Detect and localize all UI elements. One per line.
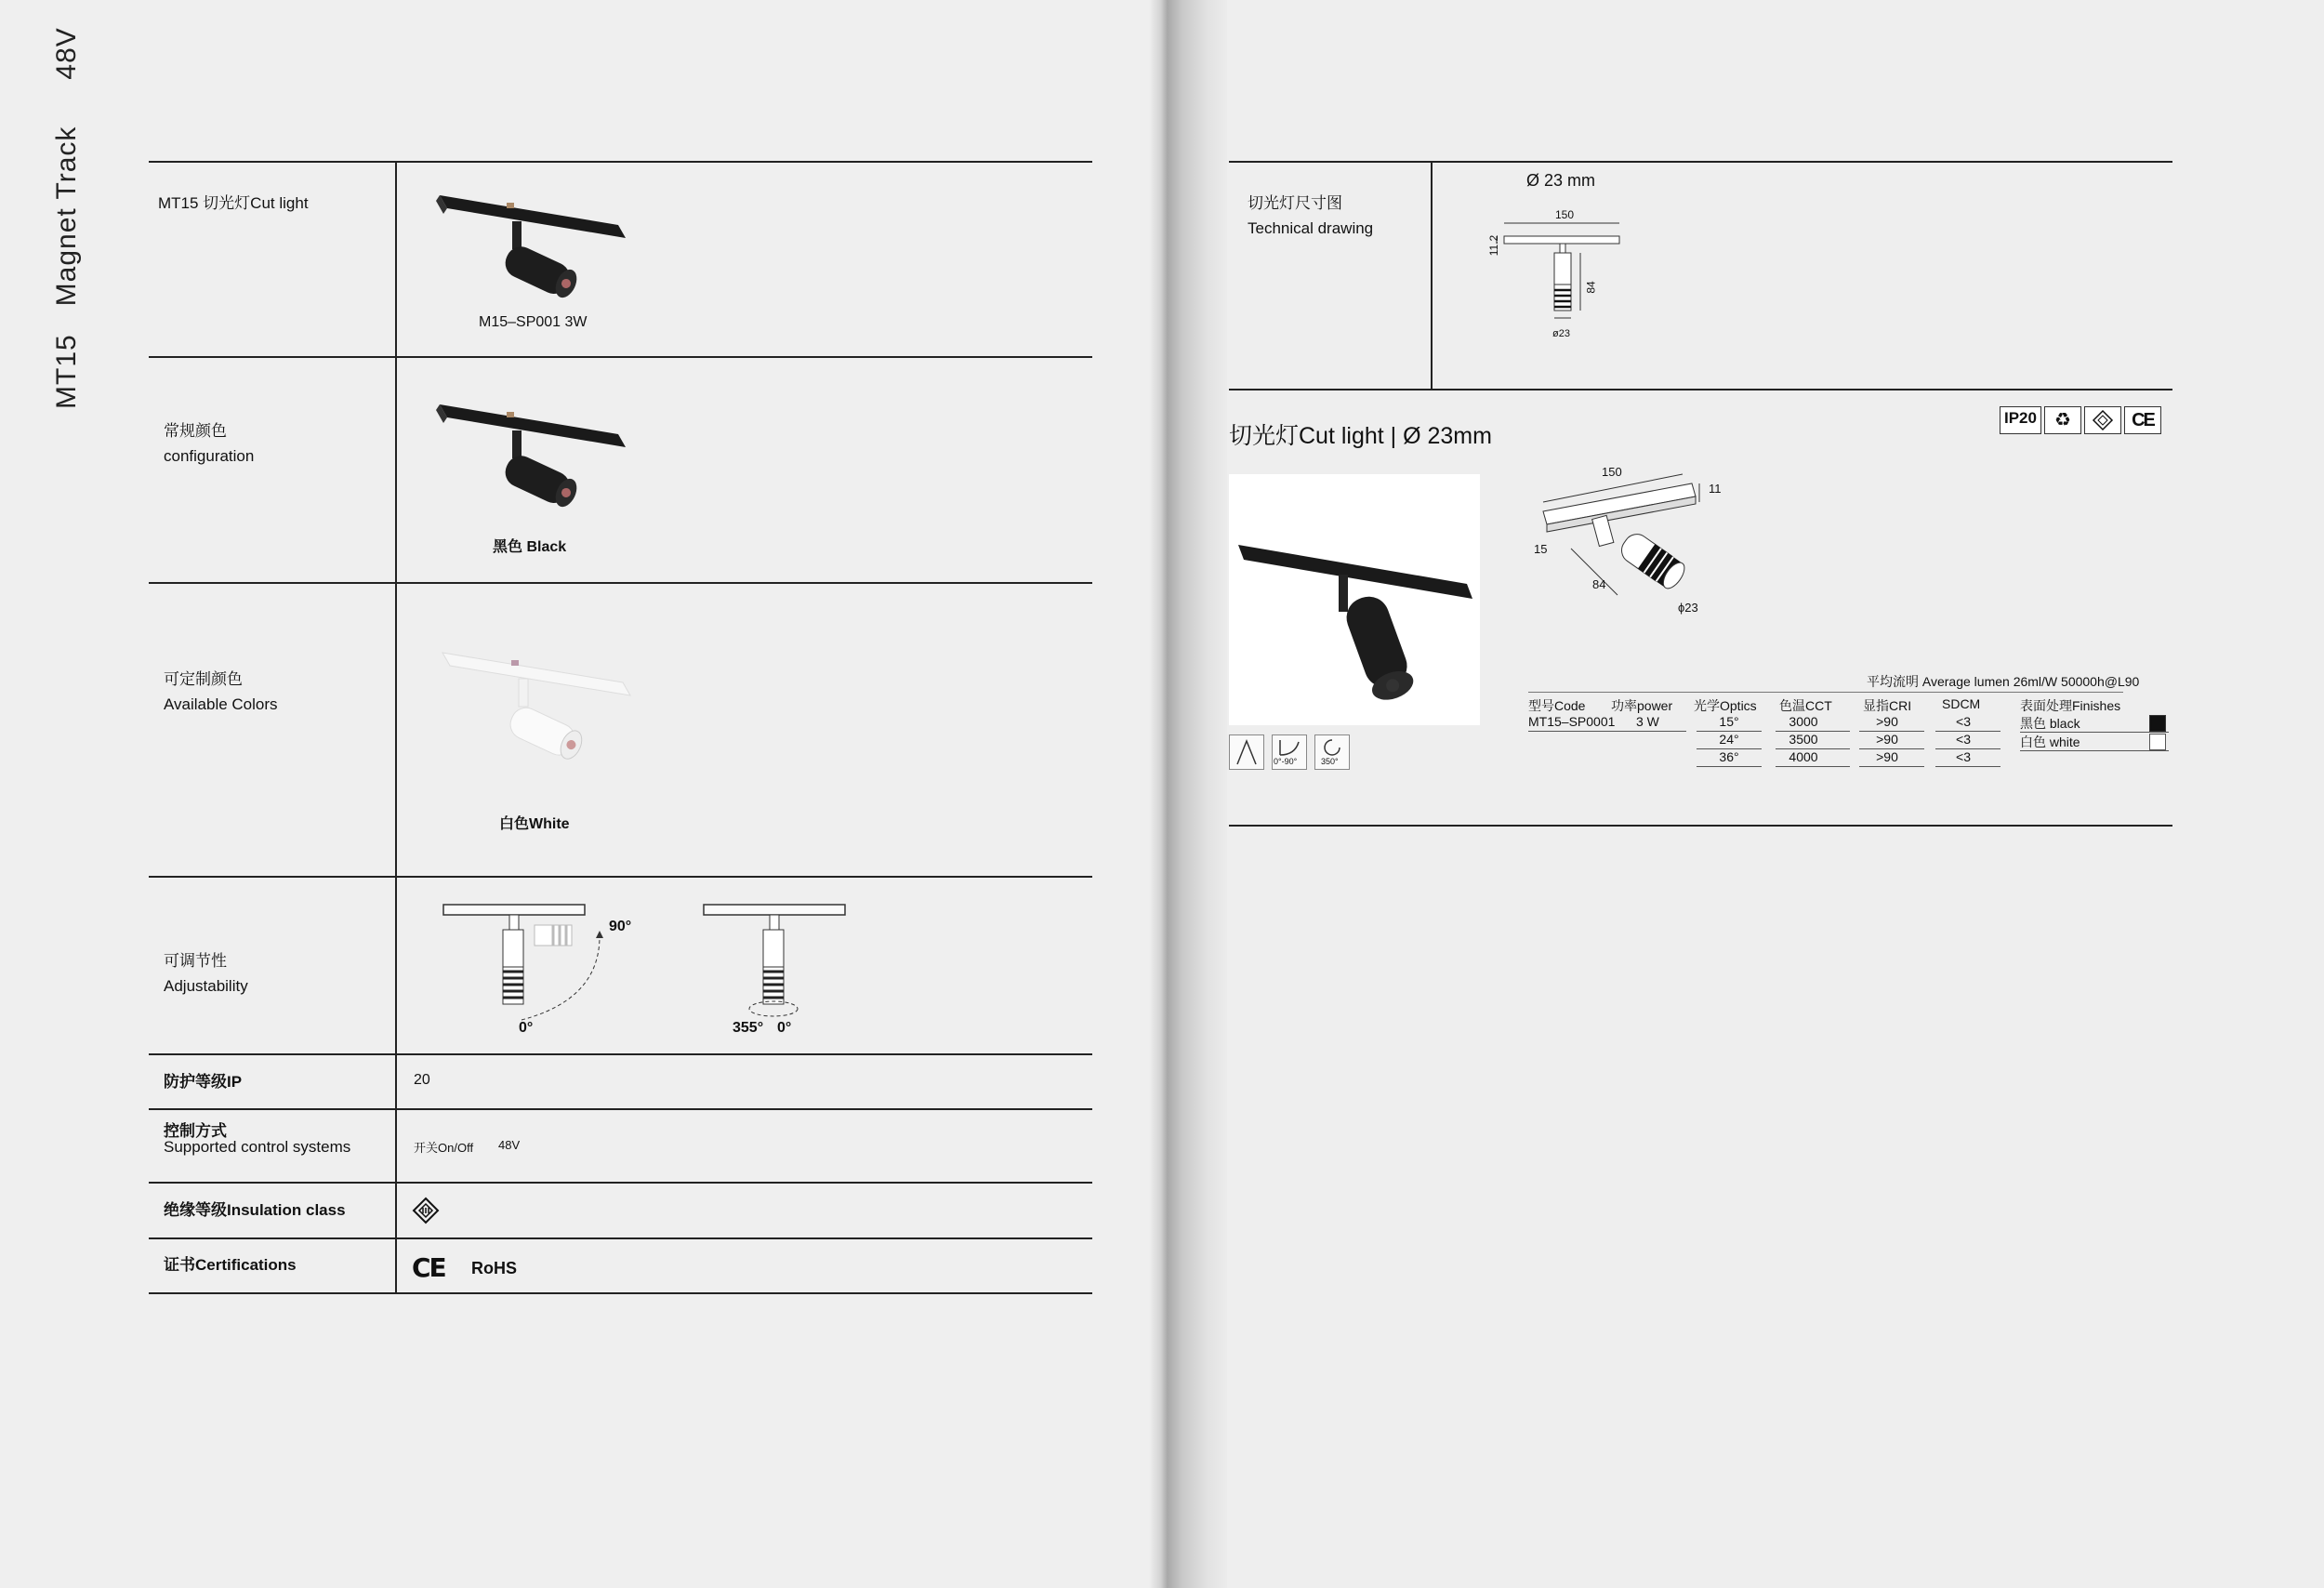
spec-header-power: 功率power (1611, 698, 1673, 713)
adjust-label (164, 948, 248, 999)
finish-black-label: 黑色 black (2020, 716, 2080, 731)
spec-cri-1: >90 (1876, 714, 1898, 729)
rule (1229, 161, 2172, 163)
rule (149, 1292, 1092, 1294)
left-page (0, 0, 1160, 1588)
product-photo (1229, 474, 1480, 725)
config-caption: 黑色 Black (493, 539, 567, 555)
track-spot-black-image (432, 186, 637, 307)
spec-header-sdcm: SDCM (1942, 696, 1981, 711)
track-name: Magnet Track (51, 126, 82, 307)
adjust-label-en: Adjustability (164, 977, 248, 995)
spec-header-cri: 显指CRI (1863, 698, 1912, 713)
drawing-label-cn: 切光灯尺寸图 (1248, 194, 1342, 212)
rule (1229, 825, 2172, 827)
column-divider (395, 161, 397, 1294)
spec-optics-3: 36° (1719, 749, 1739, 764)
rotation-diagram (702, 897, 860, 1037)
control-label-en: Supported control systems (164, 1138, 351, 1156)
rotation-left-angle: 355° (733, 1020, 764, 1036)
technical-drawing (1478, 205, 1636, 344)
ce-mark: CE (412, 1252, 445, 1283)
ip-badge: IP20 (2000, 406, 2041, 434)
rule (149, 876, 1092, 878)
spec-cct-3: 4000 (1789, 749, 1818, 764)
vertical-title (51, 27, 83, 409)
spec-sdcm-1: <3 (1956, 714, 1971, 729)
config-label (164, 418, 254, 469)
product-label: MT15 切光灯Cut light (158, 194, 309, 212)
beam-icon (1229, 734, 1264, 770)
spec-sdcm-2: <3 (1956, 732, 1971, 747)
spec-code: MT15–SP0001 (1528, 714, 1616, 729)
rule (1935, 766, 2000, 767)
finish-white-swatch (2149, 734, 2166, 750)
series-name: MT15 (51, 334, 82, 409)
voltage-label: 48V (51, 27, 82, 80)
iso-dia: ϕ23 (1678, 601, 1698, 615)
ip-value: 20 (414, 1072, 430, 1088)
rule (1697, 766, 1762, 767)
control-label (164, 1123, 350, 1155)
drawing-diameter: Ø 23 mm (1526, 171, 1596, 190)
recycle-icon: ♻ (2044, 406, 2081, 434)
spec-optics-1: 15° (1719, 714, 1739, 729)
rule (149, 582, 1092, 584)
tilt-max-angle: 90° (609, 919, 632, 934)
rotation-range-icon (1314, 734, 1350, 770)
tilt-range-icon (1272, 734, 1307, 770)
finish-white-label: 白色 white (2020, 734, 2080, 749)
control-label-cn: 控制方式 (164, 1122, 227, 1140)
spec-header-code: 型号Code (1528, 698, 1586, 713)
spec-cct-1: 3000 (1789, 714, 1818, 729)
spec-optics-2: 24° (1719, 732, 1739, 747)
config-label-en: configuration (164, 447, 255, 465)
control-value-voltage: 48V (498, 1138, 521, 1152)
adjust-label-cn: 可调节性 (164, 952, 227, 970)
rule (2020, 750, 2169, 751)
spec-sdcm-3: <3 (1956, 749, 1971, 764)
right-page (1227, 0, 2324, 1588)
iso-length: 84 (1592, 577, 1606, 591)
cert-label: 证书Certifications (164, 1256, 297, 1274)
spec-cri-2: >90 (1876, 732, 1898, 747)
config-label-cn: 常规颜色 (164, 422, 227, 440)
rule (1859, 766, 1924, 767)
rule (149, 356, 1092, 358)
book-spine-shadow (1149, 0, 1233, 1588)
insulation-label: 绝缘等级Insulation class (164, 1201, 346, 1219)
ce-badge-icon: CE (2124, 406, 2161, 434)
average-lumen: 平均流明 Average lumen 26ml/W 50000h@L90 (1867, 674, 2140, 689)
drawing-label-en: Technical drawing (1248, 219, 1374, 237)
rotation-right-angle: 0° (777, 1020, 792, 1036)
control-value-switch: 开关On/Off (414, 1141, 474, 1155)
column-divider (1431, 161, 1433, 390)
class-iii-icon (412, 1197, 440, 1224)
drawing-width: 150 (1555, 208, 1575, 221)
ip-label: 防护等级IP (164, 1073, 243, 1091)
spec-cri-3: >90 (1876, 749, 1898, 764)
rule (1776, 766, 1850, 767)
spec-header-optics: 光学Optics (1694, 698, 1757, 713)
rule (1528, 692, 2123, 693)
spec-cct-2: 3500 (1789, 732, 1818, 747)
black-finish-image (432, 395, 637, 516)
section-title: 切光灯Cut light | Ø 23mm (1229, 423, 1492, 449)
finish-black-swatch (2149, 715, 2166, 732)
drawing-label (1248, 191, 1373, 241)
rohs-mark: RoHS (471, 1259, 517, 1277)
rule (149, 161, 1092, 163)
colors-label-en: Available Colors (164, 695, 278, 713)
drawing-dia: ø23 (1552, 328, 1570, 339)
iso-height: 11 (1709, 482, 1722, 496)
rotation-range-label: 350° (1321, 757, 1339, 766)
rule (1528, 731, 1686, 732)
rule (149, 1182, 1092, 1184)
spec-header-finishes: 表面处理Finishes (2020, 698, 2121, 713)
class-iii-badge-icon (2084, 406, 2121, 434)
product-caption: M15–SP001 3W (479, 314, 588, 330)
tilt-min-angle: 0° (519, 1020, 534, 1036)
rule (149, 1237, 1092, 1239)
rule (149, 1053, 1092, 1055)
rule (1229, 389, 2172, 390)
spec-header-cct: 色温CCT (1779, 698, 1832, 713)
iso-depth: 15 (1534, 542, 1548, 556)
colors-caption: 白色White (499, 816, 570, 832)
rule (149, 1108, 1092, 1110)
drawing-length: 84 (1584, 281, 1598, 294)
tilt-range-label: 0°-90° (1274, 757, 1298, 766)
colors-label (164, 667, 278, 717)
white-finish-image (437, 642, 641, 772)
colors-label-cn: 可定制颜色 (164, 670, 243, 688)
drawing-height: 11.2 (1487, 234, 1501, 257)
badge-row (2000, 406, 2161, 434)
spec-power: 3 W (1636, 714, 1659, 729)
iso-width: 150 (1602, 465, 1622, 479)
